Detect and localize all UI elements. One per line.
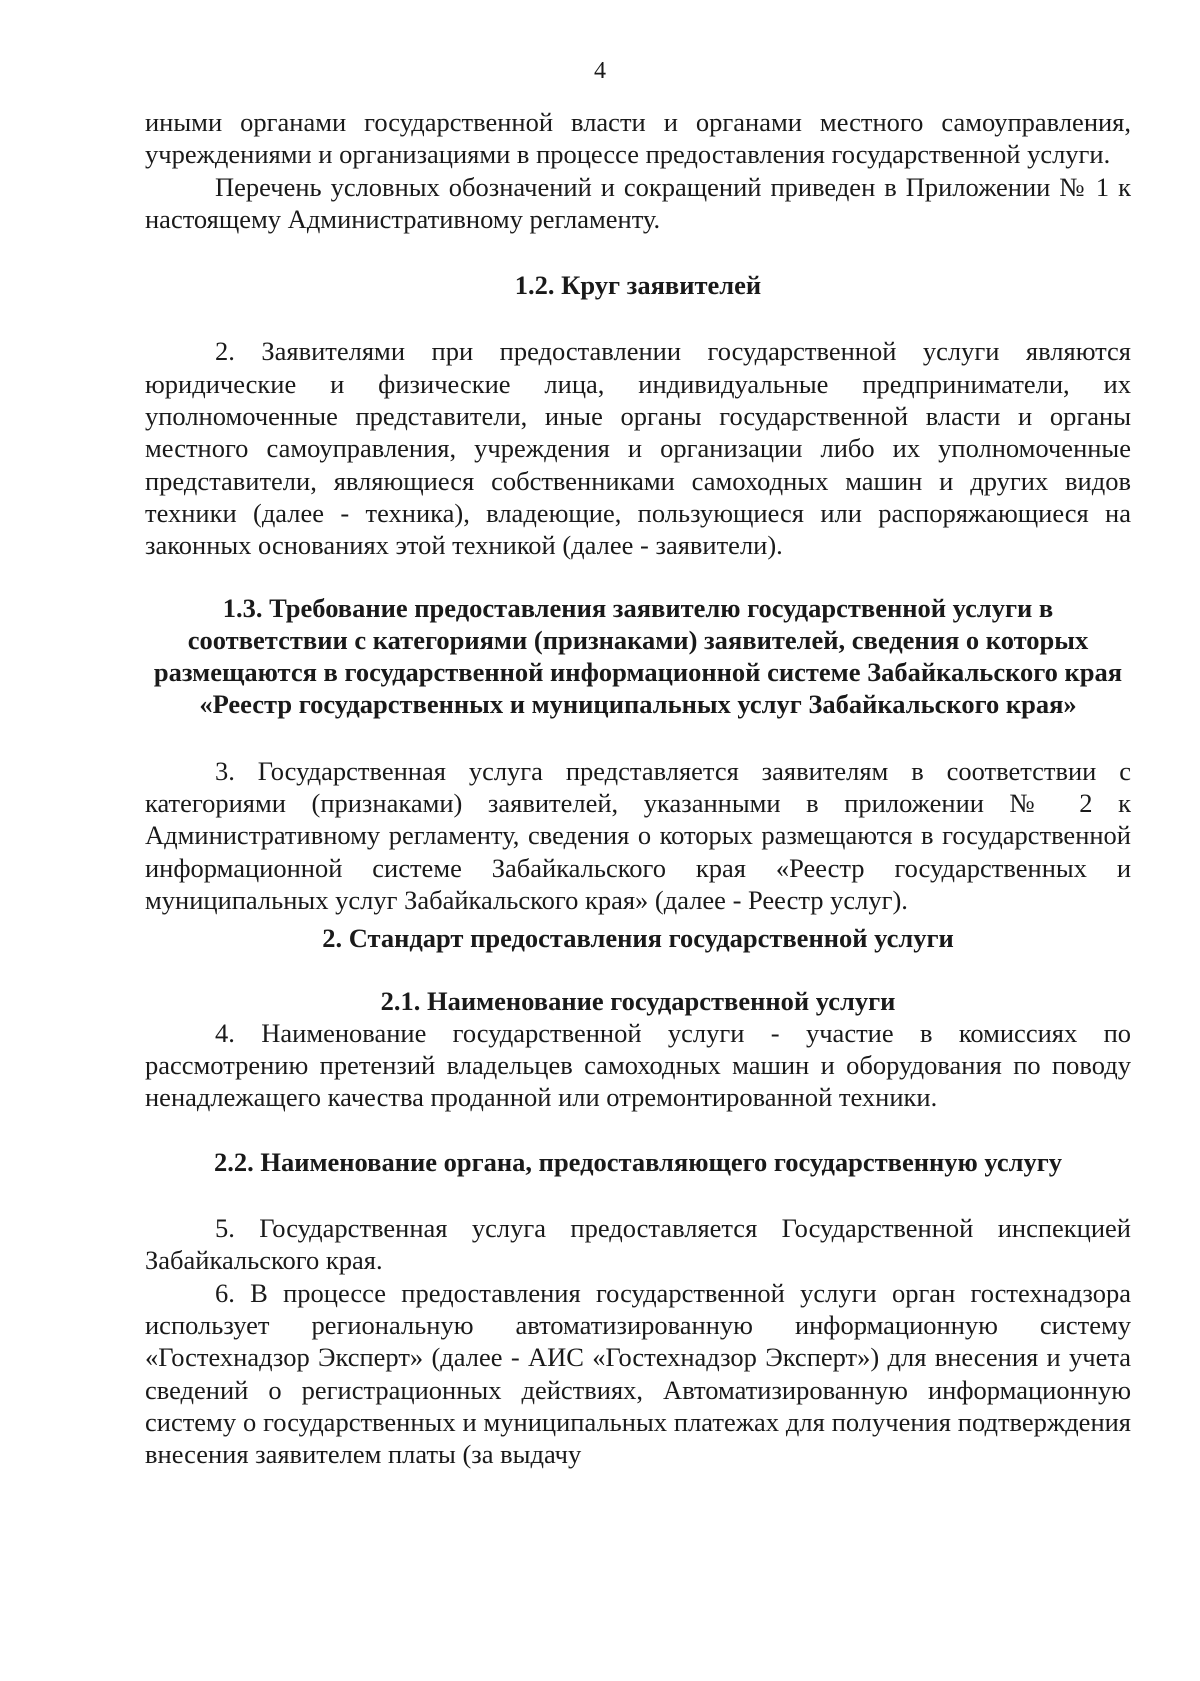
- document-body: [145, 106, 1131, 1470]
- section-1-3-heading: 1.3. Требование предоставления заявителю государственной услуги в соответствии с категориями (признаками) заявителей, сведения о которых размещаются в государственной информационной системе Забайкальского края «Реестр государственных и муниципальных услуг Забайкальского края»: [153, 592, 1123, 720]
- intro-paragraph-abbreviations: Перечень условных обозначений и сокращений приведен в Приложении № 1 к настоящему Административному регламенту.: [145, 171, 1131, 234]
- page-number: 4: [594, 58, 606, 84]
- section-2-heading: 2. Стандарт предоставления государственной услуги: [322, 923, 954, 954]
- intro-paragraph-continued: иными органами государственной власти и органами местного самоуправления, учреждениями и организациями в процессе предоставления государственной услуги.: [145, 107, 1131, 170]
- section-2-2-paragraph-2: 6. В процессе предоставления государственной услуги орган гостехнадзора использует региональную автоматизированную информационную систему «Гостехнадзор Эксперт» (далее - АИС «Гостехнадзор Эксперт») для внесения и учета сведений о регистрационных действиях, Автоматизированную информационную систему о государственных и муниципальных платежах для получения подтверждения внесения заявителем платы (за выдачу: [145, 1277, 1131, 1470]
- section-1-3-paragraph: 3. Государственная услуга представляется заявителям в соответствии с категориями (признаками) заявителей, указанными в приложении № 2 к Административному регламенту, сведения о которых размещаются в государственной информационной системе Забайкальского края «Реестр государственных и муниципальных услуг Забайкальского края» (далее - Реестр услуг).: [145, 755, 1131, 915]
- section-2-2-paragraph-1: 5. Государственная услуга предоставляется Государственной инспекцией Забайкальского края.: [145, 1213, 1131, 1276]
- section-2-1-heading: 2.1. Наименование государственной услуги: [380, 985, 896, 1016]
- section-2-1-paragraph: 4. Наименование государственной услуги - участие в комиссиях по рассмотрению претензий владельцев самоходных машин и оборудования по поводу ненадлежащего качества проданной или отремонтированной техники.: [145, 1017, 1131, 1113]
- section-1-2-paragraph: 2. Заявителями при предоставлении государственной услуги являются юридические и физические лица, индивидуальные предприниматели, их уполномоченные представители, иные органы государственной власти и органы местного самоуправления, учреждения и организации либо их уполномоченные представители, являющиеся собственниками самоходных машин и других видов техники (далее - техника), владеющие, пользующиеся или распоряжающиеся на законных основаниях этой техникой (далее - заявители).: [145, 336, 1131, 561]
- section-2-2-heading: 2.2. Наименование органа, предоставляющего государственную услугу: [213, 1146, 1063, 1177]
- section-1-2-heading: 1.2. Круг заявителей: [514, 270, 762, 301]
